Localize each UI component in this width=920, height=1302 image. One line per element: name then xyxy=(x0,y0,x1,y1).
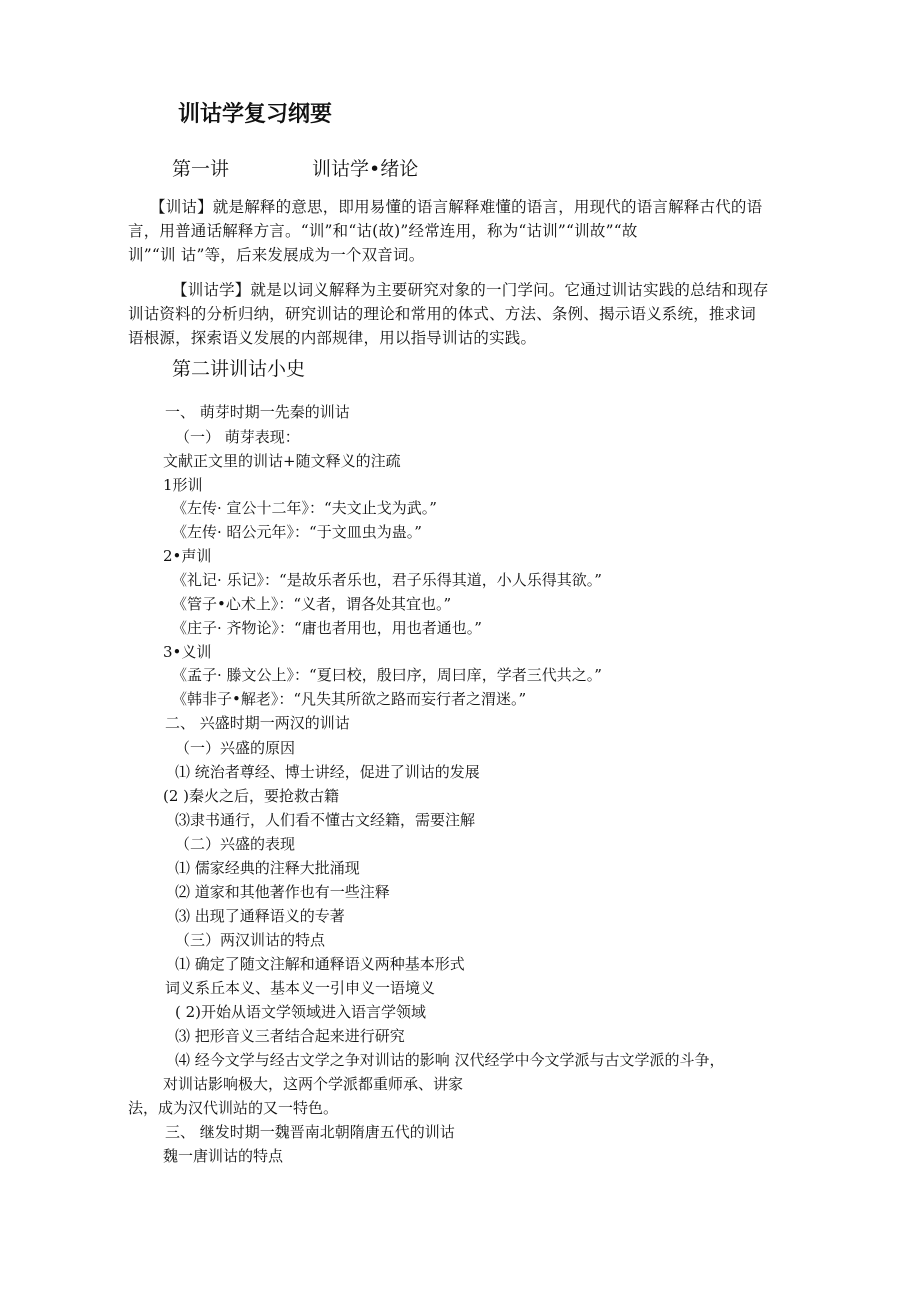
outline-line: ⑴ 确定了随文注解和通释语义两种基本形式 xyxy=(175,955,465,973)
outline-line: （二）兴盛的表现 xyxy=(175,835,296,853)
outline-line: ⑶隶书通行，人们看不懂古文经籍，需要注解 xyxy=(175,811,476,829)
outline-line: ⑵ 道家和其他著作也有一些注释 xyxy=(175,883,390,901)
outline-line: 1形训 xyxy=(163,476,203,494)
lecture1-topic: 训诂学•绪论 xyxy=(312,158,419,180)
quote-line: 《管子•心术上》：“义者，谓各处其宜也。” xyxy=(172,595,452,613)
quote-line: 《左传· 宣公十二年》：“夫文止戈为武。” xyxy=(172,499,437,517)
outline-line: (2 )秦火之后，要抢救古籍 xyxy=(163,787,340,805)
para-xungu-line2: 言，用普通话解释方言。“训”和“诂(故)”经常连用，称为“诂训”“训故”“故 xyxy=(128,222,638,240)
quote-line: 《左传· 昭公元年》：“于文皿虫为蛊。” xyxy=(172,523,422,541)
quote-line: 《韩非子•解老》：“凡失其所欲之路而妄行者之渭迷。” xyxy=(172,690,527,708)
outline-line: ⑴ 儒家经典的注释大批涌现 xyxy=(175,859,360,877)
outline-line: ⑴ 统治者尊经、博士讲经，促进了训诂的发展 xyxy=(175,763,480,781)
para-xungu-line3: 训”“训 诂”等，后来发展成为一个双音词。 xyxy=(128,246,425,264)
para-xunguxue-line3: 语根源，探索语义发展的内部规律，用以指导训诂的实践。 xyxy=(128,329,537,347)
outline-line: ⑶ 出现了通释语义的专著 xyxy=(175,907,345,925)
quote-line: 《孟子· 滕文公上》：“夏曰校，殷曰序，周曰庠，学者三代共之。” xyxy=(172,666,602,684)
outline-line: 文献正文里的训诂+随文释义的注疏 xyxy=(163,452,401,470)
outline-line: 对训诂影响极大，这两个学派都重师承、讲家 xyxy=(163,1075,464,1093)
outline-line: 2•声训 xyxy=(163,547,212,565)
outline-line: 法，成为汉代训站的又一特色。 xyxy=(128,1099,339,1117)
outline-line: ⑶ 把形音义三者结合起来进行研究 xyxy=(175,1027,405,1045)
outline-line: ( 2)开始从语文学领域进入语言学领域 xyxy=(175,1003,427,1021)
outline-line: ⑷ 经今文学与经古文学之争对训诂的影响 汉代经学中今文学派与古文学派的斗争， xyxy=(175,1051,725,1069)
quote-line: 《庄子· 齐物论》：“庸也者用也，用也者通也。” xyxy=(172,619,482,637)
lecture1-label: 第一讲 xyxy=(172,158,230,180)
outline-line: 三、 继发时期一魏晋南北朝隋唐五代的训诂 xyxy=(165,1123,455,1141)
para-xunguxue-line2: 训诂资料的分析归纳，研究训诂的理论和常用的体式、方法、条例、揭示语义系统，推求词 xyxy=(128,305,757,323)
para-xunguxue-line1: 【训诂学】就是以词义解释为主要研究对象的一门学问。它通过训诂实践的总结和现存 xyxy=(172,281,769,299)
outline-line: 魏一唐训诂的特点 xyxy=(163,1147,284,1165)
outline-line: 词义系丘本义、基本义一引申义一语境义 xyxy=(165,979,436,997)
document-title: 训诂学复习纲要 xyxy=(178,101,333,127)
outline-line: （三）两汉训诂的特点 xyxy=(175,931,326,949)
outline-line: 一、 萌芽时期一先秦的训诂 xyxy=(165,403,350,421)
outline-line: （一） 萌芽表现： xyxy=(175,428,300,446)
para-xungu-line1: 【训诂】就是解释的意思，即用易懂的语言解释难懂的语言，用现代的语言解释古代的语 xyxy=(150,198,763,216)
outline-line: 二、 兴盛时期一两汉的训诂 xyxy=(165,714,350,732)
outline-line: （一）兴盛的原因 xyxy=(175,739,296,757)
outline-line: 3•义训 xyxy=(163,643,212,661)
lecture2-heading: 第二讲训诂小史 xyxy=(172,358,306,380)
quote-line: 《礼记· 乐记》：“是故乐者乐也，君子乐得其道，小人乐得其欲。” xyxy=(172,571,602,589)
